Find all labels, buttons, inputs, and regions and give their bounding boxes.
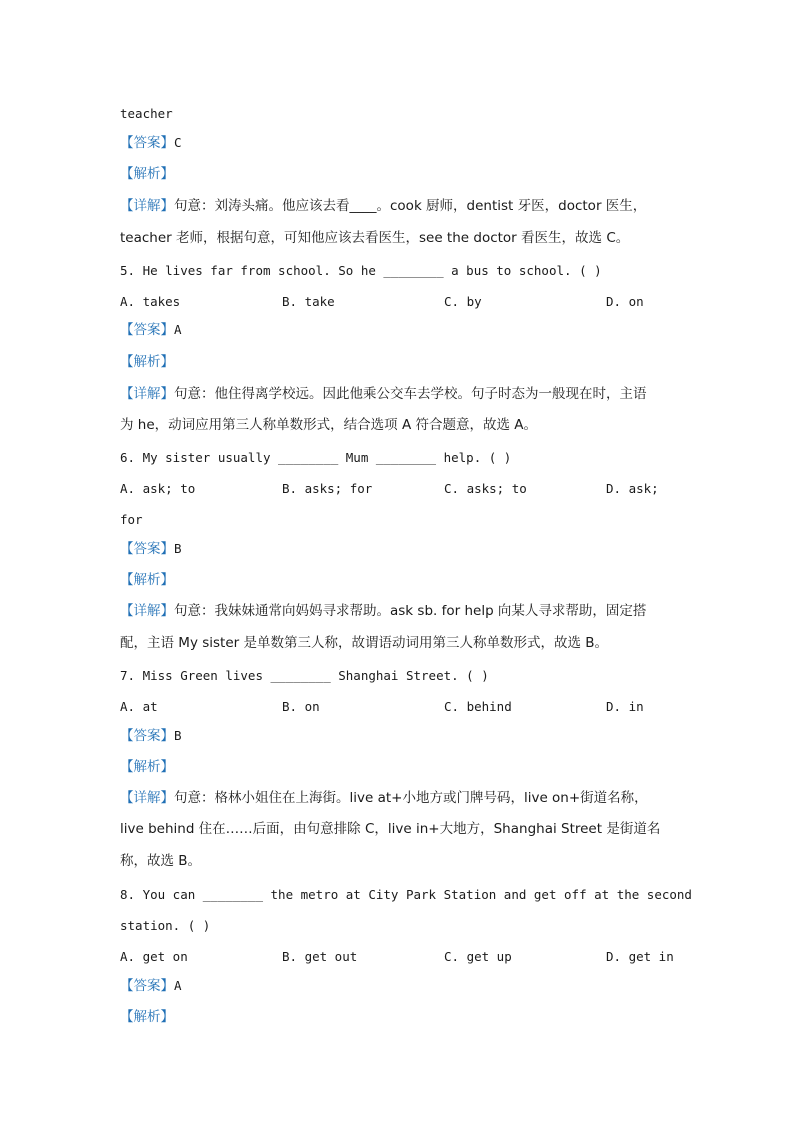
detail-tag: 【详解】 xyxy=(120,198,174,214)
q7-stem: 7. Miss Green lives ________ Shanghai Street. ( ) xyxy=(120,668,489,683)
detail-text: 句意：我妹妹通常向妈妈寻求帮助。ask sb. for help 向某人寻求帮助，固定搭 xyxy=(174,603,647,619)
q7-option-d: D. in xyxy=(606,699,644,714)
detail-tag: 【详解】 xyxy=(120,603,174,619)
answer-value: B xyxy=(174,728,182,743)
answer-value: A xyxy=(174,978,182,993)
q5-detail-line-1 xyxy=(120,385,647,403)
q6-option-d: D. ask; xyxy=(606,481,659,496)
q8-option-b: B. get out xyxy=(282,949,358,964)
q4-analysis-heading xyxy=(120,165,174,183)
answer-value: B xyxy=(174,541,182,556)
detail-tag: 【详解】 xyxy=(120,386,174,402)
detail-text: 句意：格林小姐住在上海街。live at+小地方或门牌号码，live on+街道名称， xyxy=(174,790,648,806)
answer-tag: 【答案】 xyxy=(120,541,174,557)
q7-detail-line-2: live behind 住在……后面，由句意排除 C，live in+大地方，Shanghai Street 是街道名 xyxy=(120,821,661,837)
q6-analysis-heading xyxy=(120,571,174,589)
q4-detail-line-2: teacher 老师，根据句意，可知他应该去看医生，see the doctor 看医生，故选 C。 xyxy=(120,230,630,246)
q8-answer xyxy=(120,977,182,995)
q7-detail-line-3: 称，故选 B。 xyxy=(120,853,202,869)
q6-option-c: C. asks; to xyxy=(444,481,527,496)
q7-answer xyxy=(120,727,182,745)
q5-stem: 5. He lives far from school. So he ________ a bus to school. ( ) xyxy=(120,263,602,278)
q7-option-b: B. on xyxy=(282,699,320,714)
q5-option-b: B. take xyxy=(282,294,335,309)
q4-option-tail: teacher xyxy=(120,106,173,121)
answer-value: A xyxy=(174,322,182,337)
q7-analysis-heading xyxy=(120,758,174,776)
q8-option-c: C. get up xyxy=(444,949,512,964)
detail-text: 句意：刘涛头痛。他应该去看____。cook 厨师，dentist 牙医，doctor 医生， xyxy=(174,198,647,214)
q5-option-c: C. by xyxy=(444,294,482,309)
q5-option-d: D. on xyxy=(606,294,644,309)
q6-stem: 6. My sister usually ________ Mum ________ help. ( ) xyxy=(120,450,512,465)
q8-analysis-heading xyxy=(120,1008,174,1026)
q7-option-a: A. at xyxy=(120,699,158,714)
q6-detail-line-1 xyxy=(120,602,646,620)
analysis-tag: 【解析】 xyxy=(120,759,174,775)
detail-tag: 【详解】 xyxy=(120,790,174,806)
q5-detail-line-2: 为 he，动词应用第三人称单数形式，结合选项 A 符合题意，故选 A。 xyxy=(120,417,537,433)
answer-value: C xyxy=(174,135,182,150)
answer-tag: 【答案】 xyxy=(120,322,174,338)
q8-option-a: A. get on xyxy=(120,949,188,964)
detail-text: 句意：他住得离学校远。因此他乘公交车去学校。句子时态为一般现在时，主语 xyxy=(174,386,647,402)
analysis-tag: 【解析】 xyxy=(120,166,174,182)
q6-answer xyxy=(120,540,182,558)
q7-option-c: C. behind xyxy=(444,699,512,714)
q6-option-a: A. ask; to xyxy=(120,481,196,496)
answer-tag: 【答案】 xyxy=(120,728,174,744)
q7-detail-line-1 xyxy=(120,789,648,807)
q5-analysis-heading xyxy=(120,353,174,371)
q6-detail-line-2: 配，主语 My sister 是单数第三人称，故谓语动词用第三人称单数形式，故选 B。 xyxy=(120,635,609,651)
q8-option-d: D. get in xyxy=(606,949,674,964)
answer-tag: 【答案】 xyxy=(120,135,174,151)
q6-option-wrap: for xyxy=(120,512,143,527)
q4-detail-line-1 xyxy=(120,197,646,215)
q4-answer xyxy=(120,134,182,152)
analysis-tag: 【解析】 xyxy=(120,572,174,588)
analysis-tag: 【解析】 xyxy=(120,354,174,370)
q5-answer xyxy=(120,321,182,339)
answer-tag: 【答案】 xyxy=(120,978,174,994)
q5-option-a: A. takes xyxy=(120,294,181,309)
q8-stem-line-1: 8. You can ________ the metro at City Park Station and get off at the second xyxy=(120,887,692,902)
analysis-tag: 【解析】 xyxy=(120,1009,174,1025)
q8-stem-line-2: station. ( ) xyxy=(120,918,211,933)
q6-option-b: B. asks; for xyxy=(282,481,373,496)
